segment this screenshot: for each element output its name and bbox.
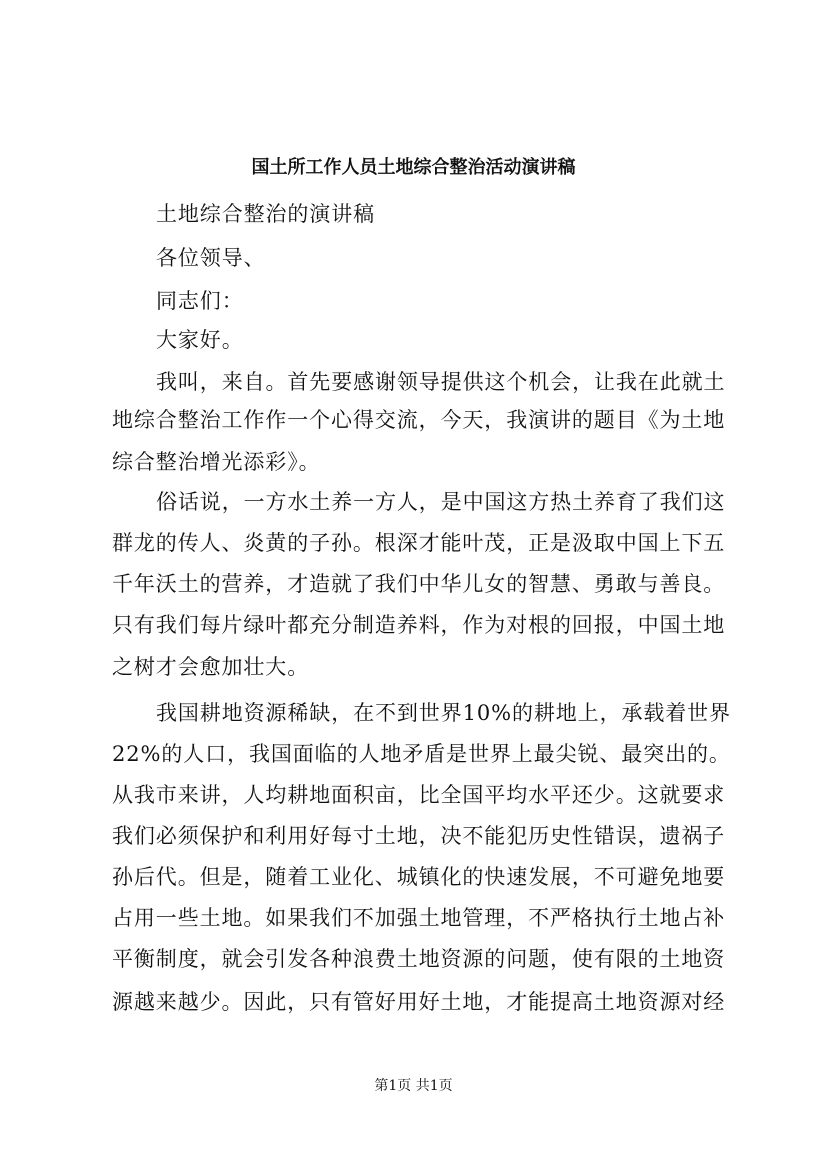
text-line: 各位领导、 — [156, 246, 266, 270]
text-line: 同志们： — [156, 289, 244, 313]
text-line: 22%的人口，我国面临的人地矛盾是世界上最尖锐、最突出的。 — [112, 742, 731, 766]
text-line: 只有我们每片绿叶都充分制造养料，作为对根的回报，中国土地 — [112, 613, 726, 637]
text-line: 大家好。 — [156, 328, 244, 352]
text-line: 俗话说，一方水土养一方人，是中国这方热土养育了我们这 — [156, 490, 726, 514]
text-line: 群龙的传人、炎黄的子孙。根深才能叶茂，正是汲取中国上下五 — [112, 531, 726, 555]
text-line: 我们必须保护和利用好每寸土地，决不能犯历史性错误，遗祸子 — [112, 824, 726, 848]
text-line: 我国耕地资源稀缺，在不到世界10%的耕地上，承载着世界 — [156, 701, 731, 725]
page-number-footer: 第1页 共1页 — [374, 1078, 453, 1094]
text-line: 平衡制度，就会引发各种浪费土地资源的问题，使有限的土地资 — [112, 947, 726, 971]
text-line: 我叫，来自。首先要感谢领导提供这个机会，让我在此就土 — [156, 370, 726, 394]
text-line: 千年沃土的营养，才造就了我们中华儿女的智慧、勇敢与善良。 — [112, 572, 726, 596]
text-line: 从我市来讲，人均耕地面积亩，比全国平均水平还少。这就要求 — [112, 783, 726, 807]
text-line: 综合整治增光添彩》。 — [112, 450, 321, 474]
text-line: 孙后代。但是，随着工业化、城镇化的快速发展，不可避免地要 — [112, 865, 726, 889]
text-line: 土地综合整治的演讲稿 — [156, 202, 375, 226]
text-line: 源越来越少。因此，只有管好用好土地，才能提高土地资源对经 — [112, 990, 726, 1014]
document-title: 国土所工作人员土地综合整治活动演讲稿 — [251, 157, 576, 178]
text-line: 占用一些土地。如果我们不加强土地管理，不严格执行土地占补 — [112, 906, 726, 930]
text-line: 之树才会愈加壮大。 — [112, 655, 310, 679]
text-line: 地综合整治工作作一个心得交流，今天，我演讲的题目《为土地 — [112, 408, 726, 432]
